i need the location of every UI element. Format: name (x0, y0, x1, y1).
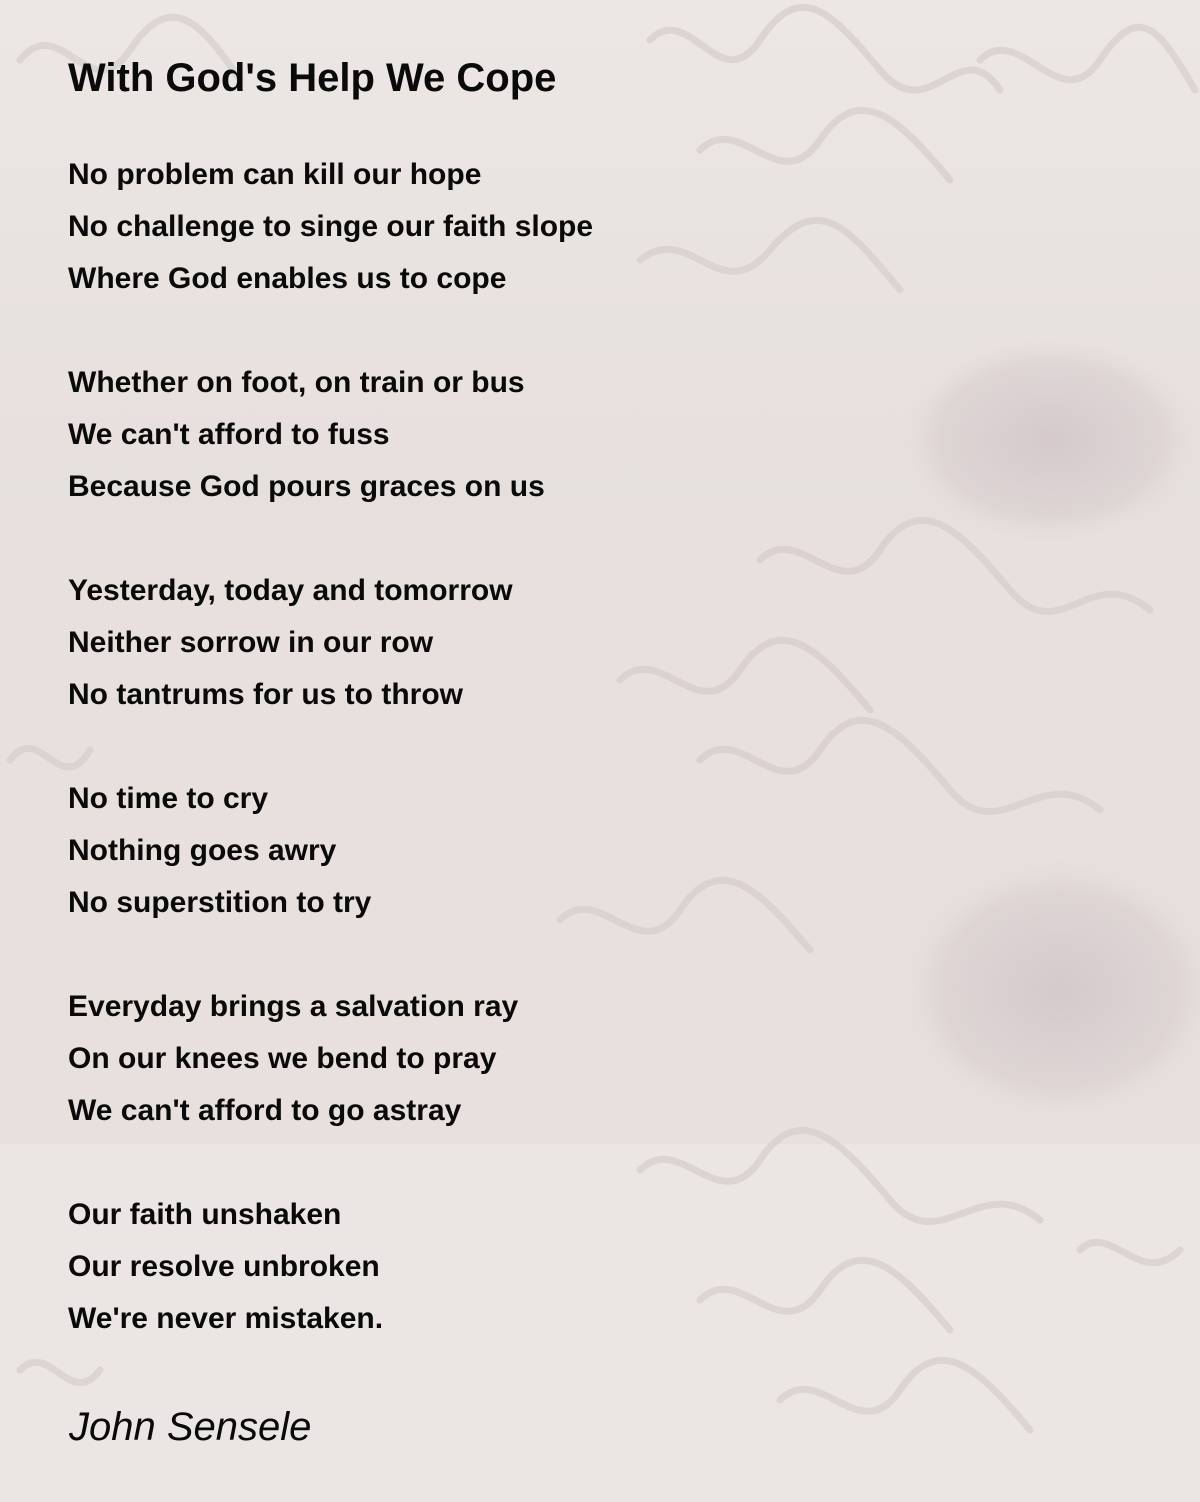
poem-line: Where God enables us to cope (68, 262, 507, 295)
poem-line: We can't afford to go astray (68, 1094, 462, 1127)
stain-upper (890, 330, 1200, 550)
poem-line: Whether on foot, on train or bus (68, 366, 525, 399)
poem-line: Yesterday, today and tomorrow (68, 574, 513, 607)
stanza (68, 565, 593, 721)
stanza (68, 357, 593, 513)
poem-line: No time to cry (68, 782, 269, 815)
poem-line: Because God pours graces on us (68, 470, 545, 503)
stanza (68, 981, 593, 1137)
poem-author: John Sensele (69, 1405, 312, 1449)
poem-line: We're never mistaken. (68, 1302, 384, 1335)
poem-line: Our faith unshaken (68, 1198, 342, 1231)
poem-line: Nothing goes awry (68, 834, 337, 867)
stanza (68, 1189, 593, 1345)
poem-line: We can't afford to fuss (68, 418, 390, 451)
poem-line: On our knees we bend to pray (68, 1042, 497, 1075)
poem-title: With God's Help We Cope (68, 56, 557, 100)
poem-line: No problem can kill our hope (68, 158, 482, 191)
poem-line: No superstition to try (68, 886, 372, 919)
poem-line: Our resolve unbroken (68, 1250, 380, 1283)
stanza (68, 773, 593, 929)
poem-line: No tantrums for us to throw (68, 678, 463, 711)
poem-line: Everyday brings a salvation ray (68, 990, 519, 1023)
poem-body (68, 149, 593, 1397)
poem-line: Neither sorrow in our row (68, 626, 434, 659)
stanza (68, 149, 593, 305)
poem-line: No challenge to singe our faith slope (68, 210, 594, 243)
